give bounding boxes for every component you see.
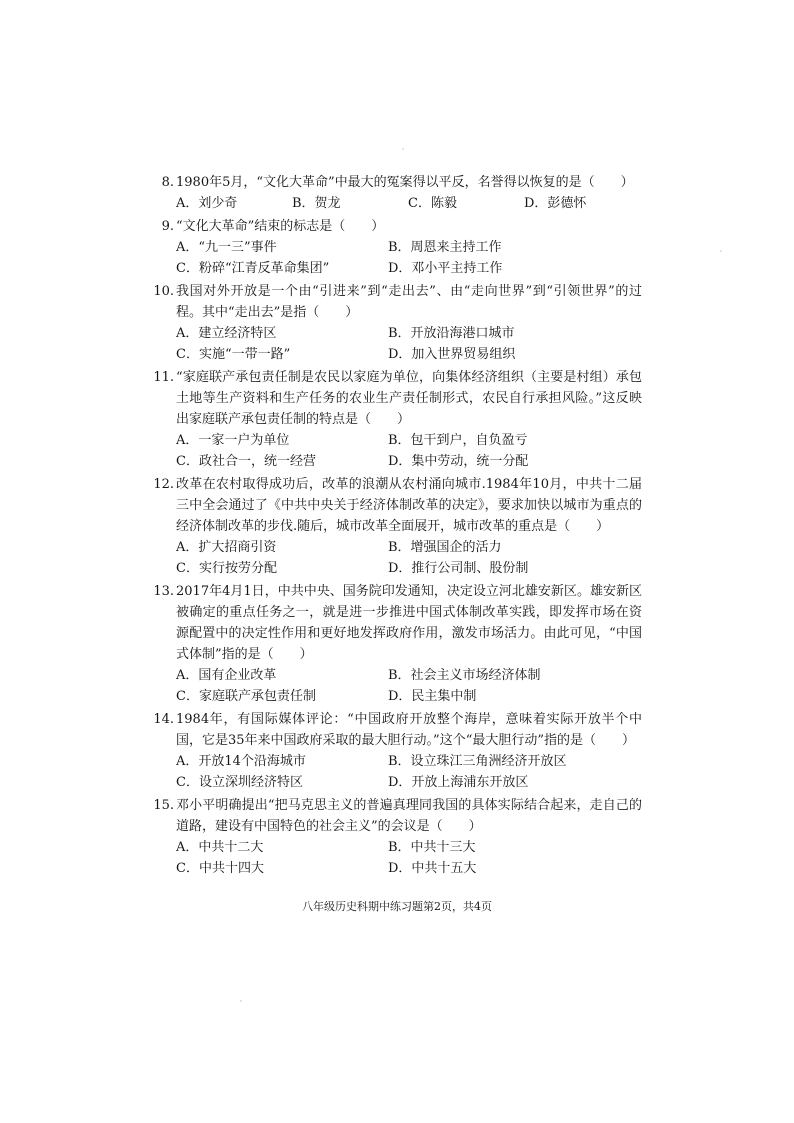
option-a: A．开放14个沿海城市 [176,754,306,769]
option-c: C．陈毅 [408,196,457,211]
option-c: C．家庭联产承包责任制 [176,689,316,704]
option-a: A．中共十二大 [176,840,264,855]
options [176,430,642,472]
question-number: 10. [153,284,174,299]
question-number: 14. [153,712,174,727]
question-number: 15. [153,798,174,813]
question-9 [152,216,642,279]
question-number: 9. [161,219,174,234]
scan-speck [720,250,722,252]
question-stem: 2017年4月1日，中共中央、国务院印发通知，决定设立河北雄安新区。雄安新区被确定的重点任务之一，就是进一步推进中国式体制改革实践，即发挥市场在资源配置中的决定性作用和更好地发挥政府作用，激发市场活力。由此可见，“中国式体制”指的是（ ） [176,584,642,662]
option-b: B．贺龙 [292,196,341,211]
option-b: B．社会主义市场经济体制 [388,668,541,683]
question-stem: “家庭联产承包责任制是农民以家庭为单位，向集体经济组织（主要是村组）承包土地等生产资料和生产任务的农业生产责任制形式，农民自行承担风险。”这反映出家庭联产承包责任制的特点是（ ） [176,370,642,427]
option-d: D．邓小平主持工作 [388,261,503,276]
option-b: B．中共十三大 [388,840,476,855]
option-d: D．彭德怀 [524,196,587,211]
options [176,237,642,279]
question-number: 12. [153,477,174,492]
option-a: A．“九一三”事件 [176,240,277,255]
option-d: D．中共十五大 [388,861,477,876]
option-a: A．国有企业改革 [176,668,277,683]
option-d: D．加入世界贸易组织 [388,347,516,362]
option-c: C．政社合一，统一经营 [176,454,316,469]
options [176,537,642,579]
question-stem: 邓小平明确提出“把马克思主义的普遍真理同我国的具体实际结合起来，走自己的道路，建设有中国特色的社会主义”的会议是（ ） [176,798,642,834]
option-b: B．包干到户，自负盈亏 [388,433,528,448]
option-b: B．增强国企的活力 [388,540,502,555]
question-number: 13. [153,584,174,599]
option-a: A．建立经济特区 [176,326,277,341]
question-14 [152,709,642,793]
option-c: C．实施“一带一路” [176,347,291,362]
page-footer: 八年级历史科期中练习题第2页，共4页 [302,900,492,913]
option-a: A．扩大招商引资 [176,540,277,555]
option-d: D．民主集中制 [388,689,477,704]
question-list [152,172,642,881]
option-a: A．一家一户为单位 [176,433,290,448]
option-d: D．集中劳动，统一分配 [388,454,529,469]
question-stem: 1984年，有国际媒体评论：“中国政府开放整个海岸，意味着实际开放半个中国，它是35年来中国政府采取的最大胆行动。”这个“最大胆行动”指的是（ ） [176,712,642,748]
option-d: D．开放上海浦东开放区 [388,775,529,790]
option-b: B．开放沿海港口城市 [388,326,515,341]
options [176,665,642,707]
question-8 [152,172,642,214]
question-11 [152,367,642,472]
options [176,751,642,793]
option-d: D．推行公司制、股份制 [388,561,529,576]
question-number: 11. [153,370,174,385]
question-10 [152,281,642,365]
question-stem: 我国对外开放是一个由“引进来”到“走出去”、由“走向世界”到“引领世界”的过程。其中“走出去”是指（ ） [176,284,642,320]
scan-speck [402,148,404,150]
question-stem: “文化大革命”结束的标志是（ ） [176,219,385,234]
options [176,837,642,879]
question-stem: 改革在农村取得成功后，改革的浪潮从农村涌向城市.1984年10月，中共十二届三中全会通过了《中共中央关于经济体制改革的决定》，要求加快以城市为重点的经济体制改革的步伐.随后，城市改革全面展开，城市改革的重点是（ ） [176,477,642,534]
option-c: C．设立深圳经济特区 [176,775,303,790]
option-c: C．中共十四大 [176,861,264,876]
option-c: C．粉碎“江青反革命集团” [176,261,330,276]
question-number: 8. [161,175,174,190]
option-c: C．实行按劳分配 [176,561,277,576]
options [176,323,642,365]
question-stem: 1980年5月，“文化大革命”中最大的冤案得以平反，名誉得以恢复的是（ ） [176,175,634,190]
option-a: A．刘少奇 [176,196,238,211]
question-13 [152,581,642,707]
scan-speck [240,1000,242,1002]
question-12 [152,474,642,579]
option-b: B．设立珠江三角洲经济开放区 [388,754,567,769]
question-15 [152,795,642,879]
options [176,193,642,214]
option-b: B．周恩来主持工作 [388,240,502,255]
